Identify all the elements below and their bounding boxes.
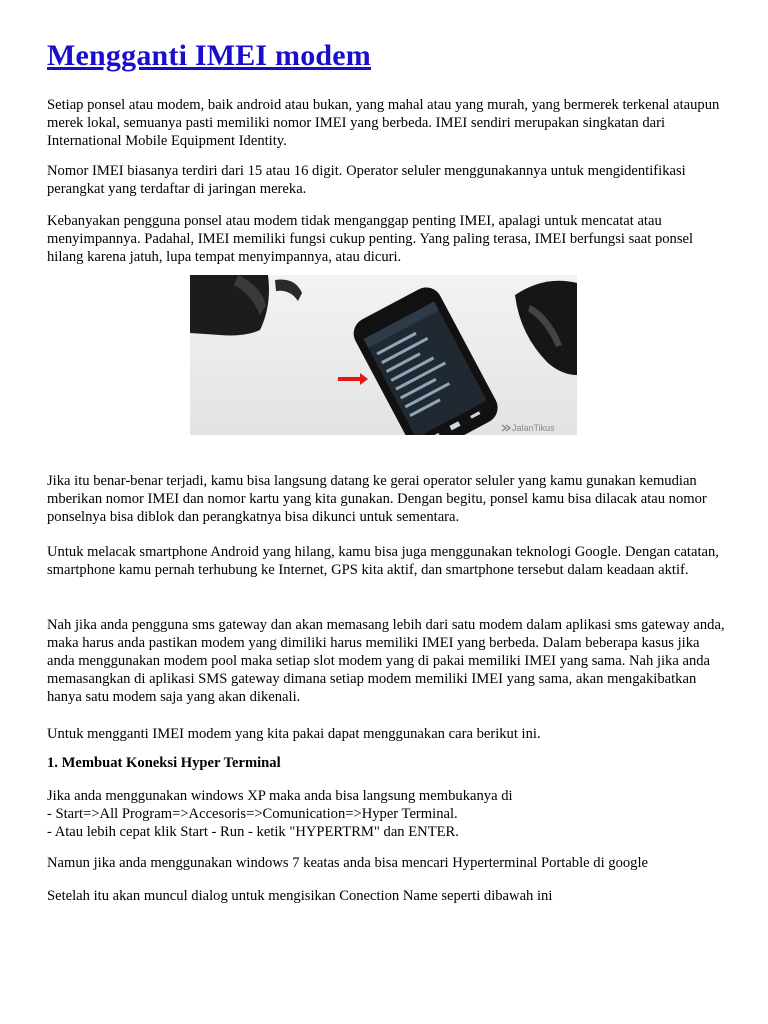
phone [348, 282, 503, 435]
steps-line-1: - Start=>All Program=>Accesoris=>Comunication=>Hyper Terminal. [47, 806, 458, 822]
paragraph-intro: Setiap ponsel atau modem, baik android atau bukan, yang mahal atau yang murah, yang bermerek terkenal ataupun merek lokal, semuanya pasti memiliki nomor IMEI yang berbeda. IMEI sendiri merupakan singkatan dari International Mobile Equipment Identity. [47, 97, 720, 149]
steps-intro: Jika anda menggunakan windows XP maka anda bisa langsung membukanya di [47, 788, 513, 804]
steps-line-2: - Atau lebih cepat klik Start - Run - ketik "HYPERTRM" dan ENTER. [47, 824, 459, 840]
paragraph-method-intro: Untuk mengganti IMEI modem yang kita pakai dapat menggunakan cara berikut ini. [47, 726, 541, 742]
paragraph-imei-importance: Kebanyakan pengguna ponsel atau modem tidak menganggap penting IMEI, apalagi untuk mencatat atau menyimpannya. Padahal, IMEI memiliki fungsi cukup penting. Yang paling terasa, IMEI berfungsi saat ponsel hilang karena jatuh, lupa tempat menyimpannya, atau dicuri. [47, 213, 694, 265]
watermark-chevrons-icon [502, 425, 510, 431]
paragraph-lost-phone: Jika itu benar-benar terjadi, kamu bisa langsung datang ke gerai operator seluler yang kamu gunakan kemudian mberikan nomor IMEI dan nomor kartu yang kita gunakan. Dengan begitu, ponsel kamu bisa dilacak atau nomor ponselnya bisa diblok dan perangkatnya bisa dikunci untuk sementara. [47, 473, 707, 525]
paragraph-windows7: Namun jika anda menggunakan windows 7 keatas anda bisa mencari Hyperterminal Portable di google [47, 855, 649, 871]
red-arrow-icon [338, 373, 368, 385]
paragraph-imei-digits: Nomor IMEI biasanya terdiri dari 15 atau 16 digit. Operator seluler menggunakannya untuk mengidentifikasi perangkat yang terdaftar di jaringan mereka. [47, 163, 686, 197]
smartphone-photo-illustration [190, 275, 577, 435]
photo-watermark: JalanTikus [512, 423, 555, 433]
section-heading: 1. Membuat Koneksi Hyper Terminal [47, 755, 281, 771]
paragraph-google-tracking: Untuk melacak smartphone Android yang hilang, kamu bisa juga menggunakan teknologi Google. Dengan catatan, smartphone kamu pernah terhubung ke Internet, GPS kita aktif, dan smartphone tersebut dalam keadaan aktif. [47, 544, 719, 578]
steps-block [47, 787, 727, 841]
paragraph-sms-gateway: Nah jika anda pengguna sms gateway dan akan memasang lebih dari satu modem dalam aplikasi sms gateway anda, maka harus anda pastikan modem yang dimiliki harus memiliki IMEI yang berbeda. Dalam beberapa kasus jika anda menggunakan modem pool maka setiap slot modem yang di pakai memiliki IMEI yang sama. Nah jika anda memasangkan di aplikasi SMS gateway dimana setiap modem memiliki IMEI yang sama, akan mengakibatkan hanya satu modem saja yang akan dikenali. [47, 617, 725, 705]
smartphone-photo [190, 275, 577, 435]
page-title[interactable]: Mengganti IMEI modem [47, 39, 371, 72]
bag-handle [275, 280, 302, 301]
paragraph-connection-name: Setelah itu akan muncul dialog untuk mengisikan Conection Name seperti dibawah ini [47, 888, 553, 904]
